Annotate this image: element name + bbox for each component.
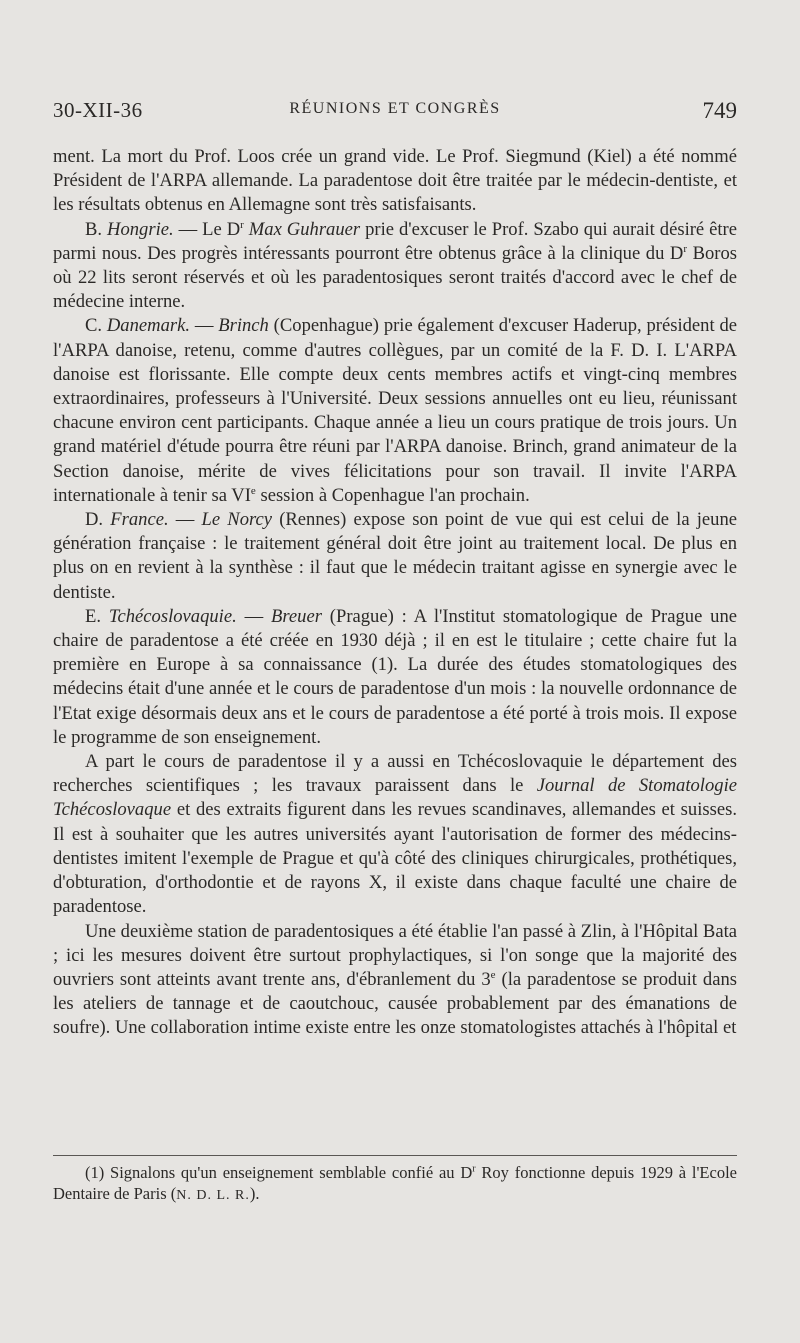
speaker-name: Max Guhrauer bbox=[248, 218, 361, 240]
paragraph-france: D. France. — Le Norcy (Rennes) expose son point de vue qui est celui de la jeune génération française : le traitement général doit être joint au traitement local. De plus en plus on en revient à la synthèse : il faut que le médecin traitant agisse en synergie avec le dentiste. bbox=[53, 509, 738, 603]
journal-title: Journal de Stomatologie Tchécoslovaque bbox=[53, 775, 737, 821]
paragraph-danemark: C. Danemark. — Brinch (Copenhague) prie également d'excuser Haderup, président de l'ARPA danoise, retenu, comme d'autres collègues, par un comité de la F. D. I. L'ARPA danoise est florissante. Elle compte deux cents membres actifs et vingt-cinq membres extraordinaires, professeurs à l'Université. Deux sessions annuelles ont eu lieu, réunissant chacune environ cent participants. Chaque année a lieu un cours pratique de trois jours. Un grand matériel d'étude pourra être réuni par l'ARPA danoise. Brinch, grand animateur de la Section danoise, mérite de vives félicitations pour son travail. Il invite l'ARPA internationale à tenir sa VIe session à Copenhague l'an prochain. bbox=[53, 315, 738, 506]
paragraph-zlin: Une deuxième station de paradentosiques a été établie l'an passé à Zlin, à l'Hôpital Bata ; ici les mesures doivent être surtout prophylactiques, si l'on songe que la majorité des ouvriers sont atteints avant trente ans, d'ébranlement du 3e (la paradentose se produit dans les ateliers de tannage et de caoutchouc, causée probablement par des émanations de soufre). Une collaboration intime existe entre les onze stomatologistes attachés à l'hôpital et bbox=[53, 920, 737, 1039]
header-section-title: RÉUNIONS ET CONGRÈS bbox=[289, 100, 501, 117]
running-head bbox=[53, 98, 737, 128]
country-heading: Tchécoslovaquie. bbox=[108, 605, 237, 627]
speaker-name: Breuer bbox=[271, 605, 322, 627]
speaker-name: Brinch bbox=[218, 315, 269, 337]
footnote-rule bbox=[53, 1155, 737, 1156]
country-heading: France. bbox=[110, 509, 169, 531]
paragraph-tchecoslovaquie: E. Tchécoslovaquie. — Breuer (Prague) : A l'Institut stomatologique de Prague une chaire de paradentose a été créée en 1930 déjà ; il en est le titulaire ; cette chaire fut la première en Europe à sa connaissance (1). La durée des études stomatologiques des médecins était d'une année et le cours de paradentose d'un mois : la nouvelle ordonnance de l'Etat exige désormais deux ans et le cours de paradentose a été porté à trois mois. Il expose le programme de son enseignement. bbox=[53, 605, 738, 748]
footnote: (1) Signalons qu'un enseignement semblable confié au $D^r$ Roy fonctionne depuis 1929 à l'Ecole Dentaire de Paris (N. D. L. R.). bbox=[53, 1163, 737, 1203]
editor-initials: N. D. L. R. bbox=[176, 1188, 250, 1203]
country-heading: Hongrie. bbox=[107, 218, 174, 240]
header-date: 30-XII-36 bbox=[53, 98, 143, 122]
article-body bbox=[53, 145, 737, 1041]
paragraph-hongrie: B. Hongrie. — Le $D^r$ Max Guhrauer prie d'excuser le Prof. Szabo qui aurait désiré être parmi nous. Des progrès intéressants pourront être obtenus grâce à la clinique du $D^r$ Boros où 22 lits seront réservés et où les paradentosiques seront traités d'accord avec le chef de médecine interne. bbox=[53, 218, 738, 313]
speaker-name: Le Norcy bbox=[201, 509, 273, 531]
country-heading: Danemark. bbox=[106, 315, 191, 337]
paragraph-departement: A part le cours de paradentose il y a aussi en Tchécoslovaquie le département des recherches scientifiques ; les travaux paraissent dans le Journal de Stomatologie Tchécoslovaque et des extraits figurent dans les revues scandinaves, allemandes et suisses. Il est à souhaiter que les autres universités ayant l'autorisation de former des médecins-dentistes imitent l'exemple de Prague et qu'à côté des cliniques chirurgicales, prothétiques, d'obturation, d'orthodontie et de rayons X, il existe dans chaque faculté une chaire de paradentose. bbox=[53, 751, 737, 918]
page-number: 749 bbox=[702, 98, 737, 123]
paragraph-continuation: ment. La mort du Prof. Loos crée un grand vide. Le Prof. Siegmund (Kiel) a été nommé Président de l'ARPA allemande. La paradentose doit être traitée par le médecin-dentiste, et les résultats obtenus en Allemagne sont très satisfaisants. bbox=[53, 146, 737, 216]
